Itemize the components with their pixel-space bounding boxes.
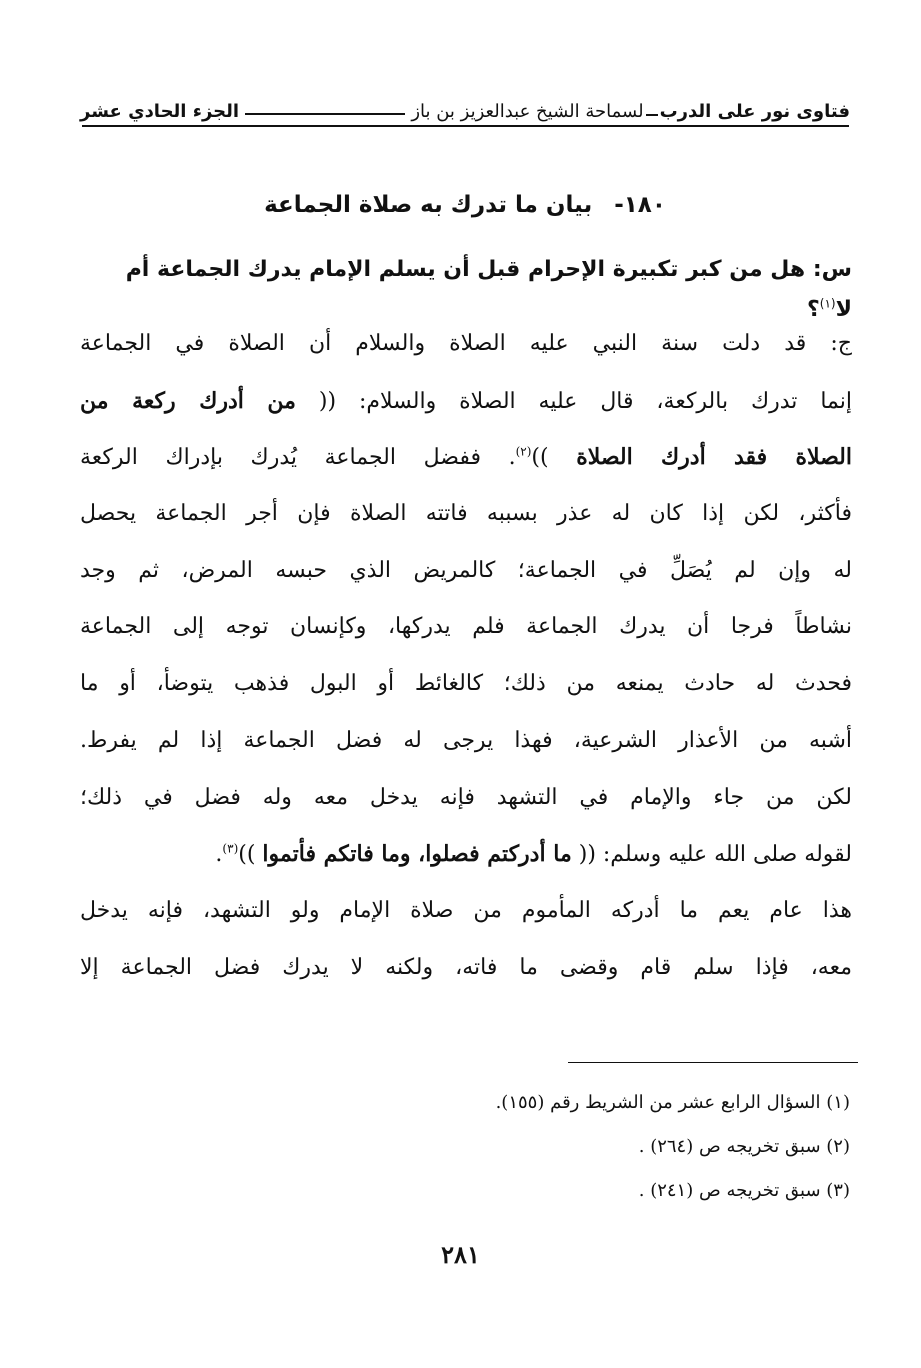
hadith-quote: الصلاة فقد أدرك الصلاة bbox=[576, 444, 852, 471]
header-title-group bbox=[411, 101, 850, 122]
sentence-end: . bbox=[215, 842, 223, 868]
question bbox=[80, 250, 852, 330]
answer-line bbox=[80, 435, 852, 492]
header-dash-long bbox=[245, 113, 405, 115]
volume-label: الجزء الحادي عشر bbox=[80, 101, 240, 122]
answer-line: نشاطاً فرجا أن يدرك الجماعة فلم يدركها، وكإنسان توجه إلى الجماعة bbox=[80, 614, 852, 640]
answer-text: لقوله صلى الله عليه وسلم: (( bbox=[578, 842, 852, 868]
section-number: ١٨٠- bbox=[614, 192, 666, 218]
answer-line: فحدث له حادث يمنعه من ذلك؛ كالغائط أو البول فذهب يتوضأ، أو ما bbox=[80, 671, 852, 697]
page-number: ٢٨١ bbox=[441, 1240, 480, 1269]
running-header bbox=[80, 88, 850, 122]
author-name: لسماحة الشيخ عبدالعزيز بن باز bbox=[411, 101, 644, 122]
hadith-quote: ما أدركتم فصلوا، وما فاتكم فأتموا bbox=[262, 841, 572, 868]
footnotes bbox=[80, 1088, 850, 1220]
answer-text: . ففضل الجماعة يُدرك بإدراك الركعة bbox=[80, 445, 516, 471]
answer-line: ج: قد دلت سنة النبي عليه الصلاة والسلام أن الصلاة في الجماعة bbox=[80, 331, 852, 356]
book-title: فتاوى نور على الدرب bbox=[659, 101, 850, 122]
section-heading bbox=[80, 192, 850, 218]
answer-line bbox=[80, 832, 852, 889]
footnote-1: (١) السؤال الرابع عشر من الشريط رقم (١٥٥). bbox=[495, 1092, 850, 1113]
footnote-2: (٢) سبق تخريجه ص (٢٦٤) . bbox=[638, 1136, 850, 1157]
header-dash bbox=[646, 114, 658, 116]
answer-text: إنما تدرك بالركعة، قال عليه الصلاة والسلام: (( bbox=[318, 388, 852, 414]
question-mark: ؟ bbox=[807, 297, 820, 322]
answer-line: هذا عام يعم ما أدركه المأموم من صلاة الإمام ولو التشهد، فإنه يدخل bbox=[80, 897, 852, 923]
footnote-ref: (١) bbox=[819, 296, 836, 311]
header-rule bbox=[82, 125, 849, 127]
answer-line: لكن من جاء والإمام في التشهد فإنه يدخل معه وله فضل في ذلك؛ bbox=[80, 784, 852, 810]
hadith-quote: من أدرك ركعة من bbox=[80, 387, 296, 414]
footnote-ref: (٢) bbox=[515, 445, 532, 460]
answer-line bbox=[80, 379, 852, 436]
answer-line: أشبه من الأعذار الشرعية، فهذا يرجى له فضل الجماعة إذا لم يفرط. bbox=[80, 727, 852, 753]
answer-line: فأكثر، لكن إذا كان له عذر بسببه فاتته الصلاة فإن أجر الجماعة يحصل bbox=[80, 501, 852, 527]
quote-close: )) bbox=[531, 445, 549, 471]
footnote-rule bbox=[568, 1062, 858, 1063]
section-title: بيان ما تدرك به صلاة الجماعة bbox=[264, 192, 593, 218]
quote-close: )) bbox=[238, 842, 256, 868]
answer-line: معه، فإذا سلم قام وقضى ما فاته، ولكنه لا يدرك فضل الجماعة إلا bbox=[80, 954, 852, 980]
answer-line: له وإن لم يُصَلِّ في الجماعة؛ كالمريض الذي حبسه المرض، ثم وجد bbox=[80, 557, 852, 583]
question-text: س: هل من كبر تكبيرة الإحرام قبل أن يسلم الإمام يدرك الجماعة أم لا bbox=[125, 257, 852, 322]
footnote-3: (٣) سبق تخريجه ص (٢٤١) . bbox=[638, 1180, 850, 1201]
footnote-ref: (٣) bbox=[222, 841, 239, 856]
answer-body bbox=[80, 322, 852, 1002]
